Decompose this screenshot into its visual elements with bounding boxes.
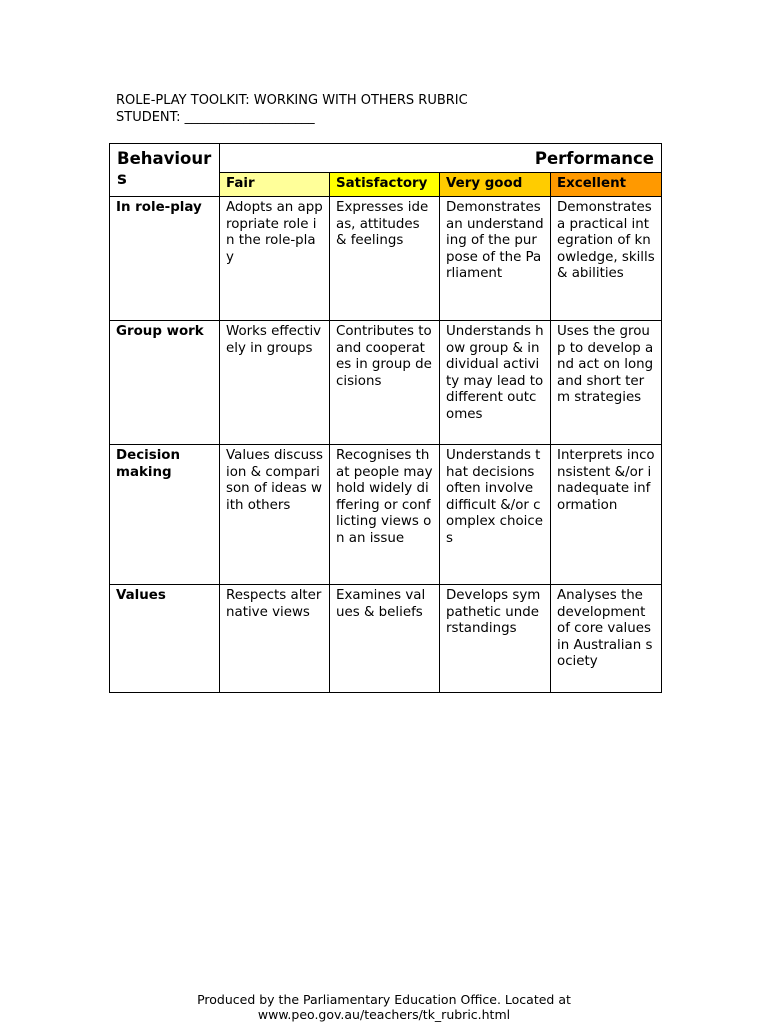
table-cell: Examines values & beliefs — [330, 585, 440, 693]
header-row — [110, 144, 662, 173]
footer-credit: Produced by the Parliamentary Education Office. Located at — [197, 992, 571, 1007]
level-excellent: Excellent — [551, 173, 662, 197]
table-cell: Uses the group to develop and act on long and short term strategies — [551, 321, 662, 445]
table-row — [110, 197, 662, 321]
table-cell: Interprets inconsistent &/or inadequate information — [551, 445, 662, 585]
row-header-decision-making: Decision making — [110, 445, 220, 585]
row-header-group-work: Group work — [110, 321, 220, 445]
table-row — [110, 321, 662, 445]
student-line: STUDENT: ____________________ — [116, 110, 315, 125]
document-title — [116, 92, 468, 126]
rubric-table — [109, 143, 662, 693]
table-cell: Recognises that people may hold widely differing or conflicting views on an issue — [330, 445, 440, 585]
behaviours-header: Behaviours — [110, 144, 220, 197]
table-cell: Demonstrates a practical integration of knowledge, skills & abilities — [551, 197, 662, 321]
level-very-good: Very good — [440, 173, 551, 197]
table-row — [110, 445, 662, 585]
table-cell: Works effectively in groups — [220, 321, 330, 445]
row-header-role-play: In role-play — [110, 197, 220, 321]
row-header-values: Values — [110, 585, 220, 693]
level-satisfactory: Satisfactory — [330, 173, 440, 197]
table-cell: Expresses ideas, attitudes & feelings — [330, 197, 440, 321]
title-line: ROLE-PLAY TOOLKIT: WORKING WITH OTHERS RUBRIC — [116, 93, 468, 108]
table-cell: Analyses the development of core values in Australian society — [551, 585, 662, 693]
table-cell: Values discussion & comparison of ideas with others — [220, 445, 330, 585]
table-cell: Understands how group & individual activity may lead to different outcomes — [440, 321, 551, 445]
table-row — [110, 585, 662, 693]
table-cell: Develops sympathetic understandings — [440, 585, 551, 693]
performance-header: Performance — [220, 144, 662, 173]
level-fair: Fair — [220, 173, 330, 197]
table-cell: Adopts an appropriate role in the role-play — [220, 197, 330, 321]
footer — [0, 992, 768, 1022]
table-cell: Understands that decisions often involve difficult &/or complex choices — [440, 445, 551, 585]
table-cell: Respects alternative views — [220, 585, 330, 693]
footer-url: www.peo.gov.au/teachers/tk_rubric.html — [257, 1007, 511, 1022]
table-cell: Demonstrates an understanding of the purpose of the Parliament — [440, 197, 551, 321]
table-cell: Contributes to and cooperates in group decisions — [330, 321, 440, 445]
